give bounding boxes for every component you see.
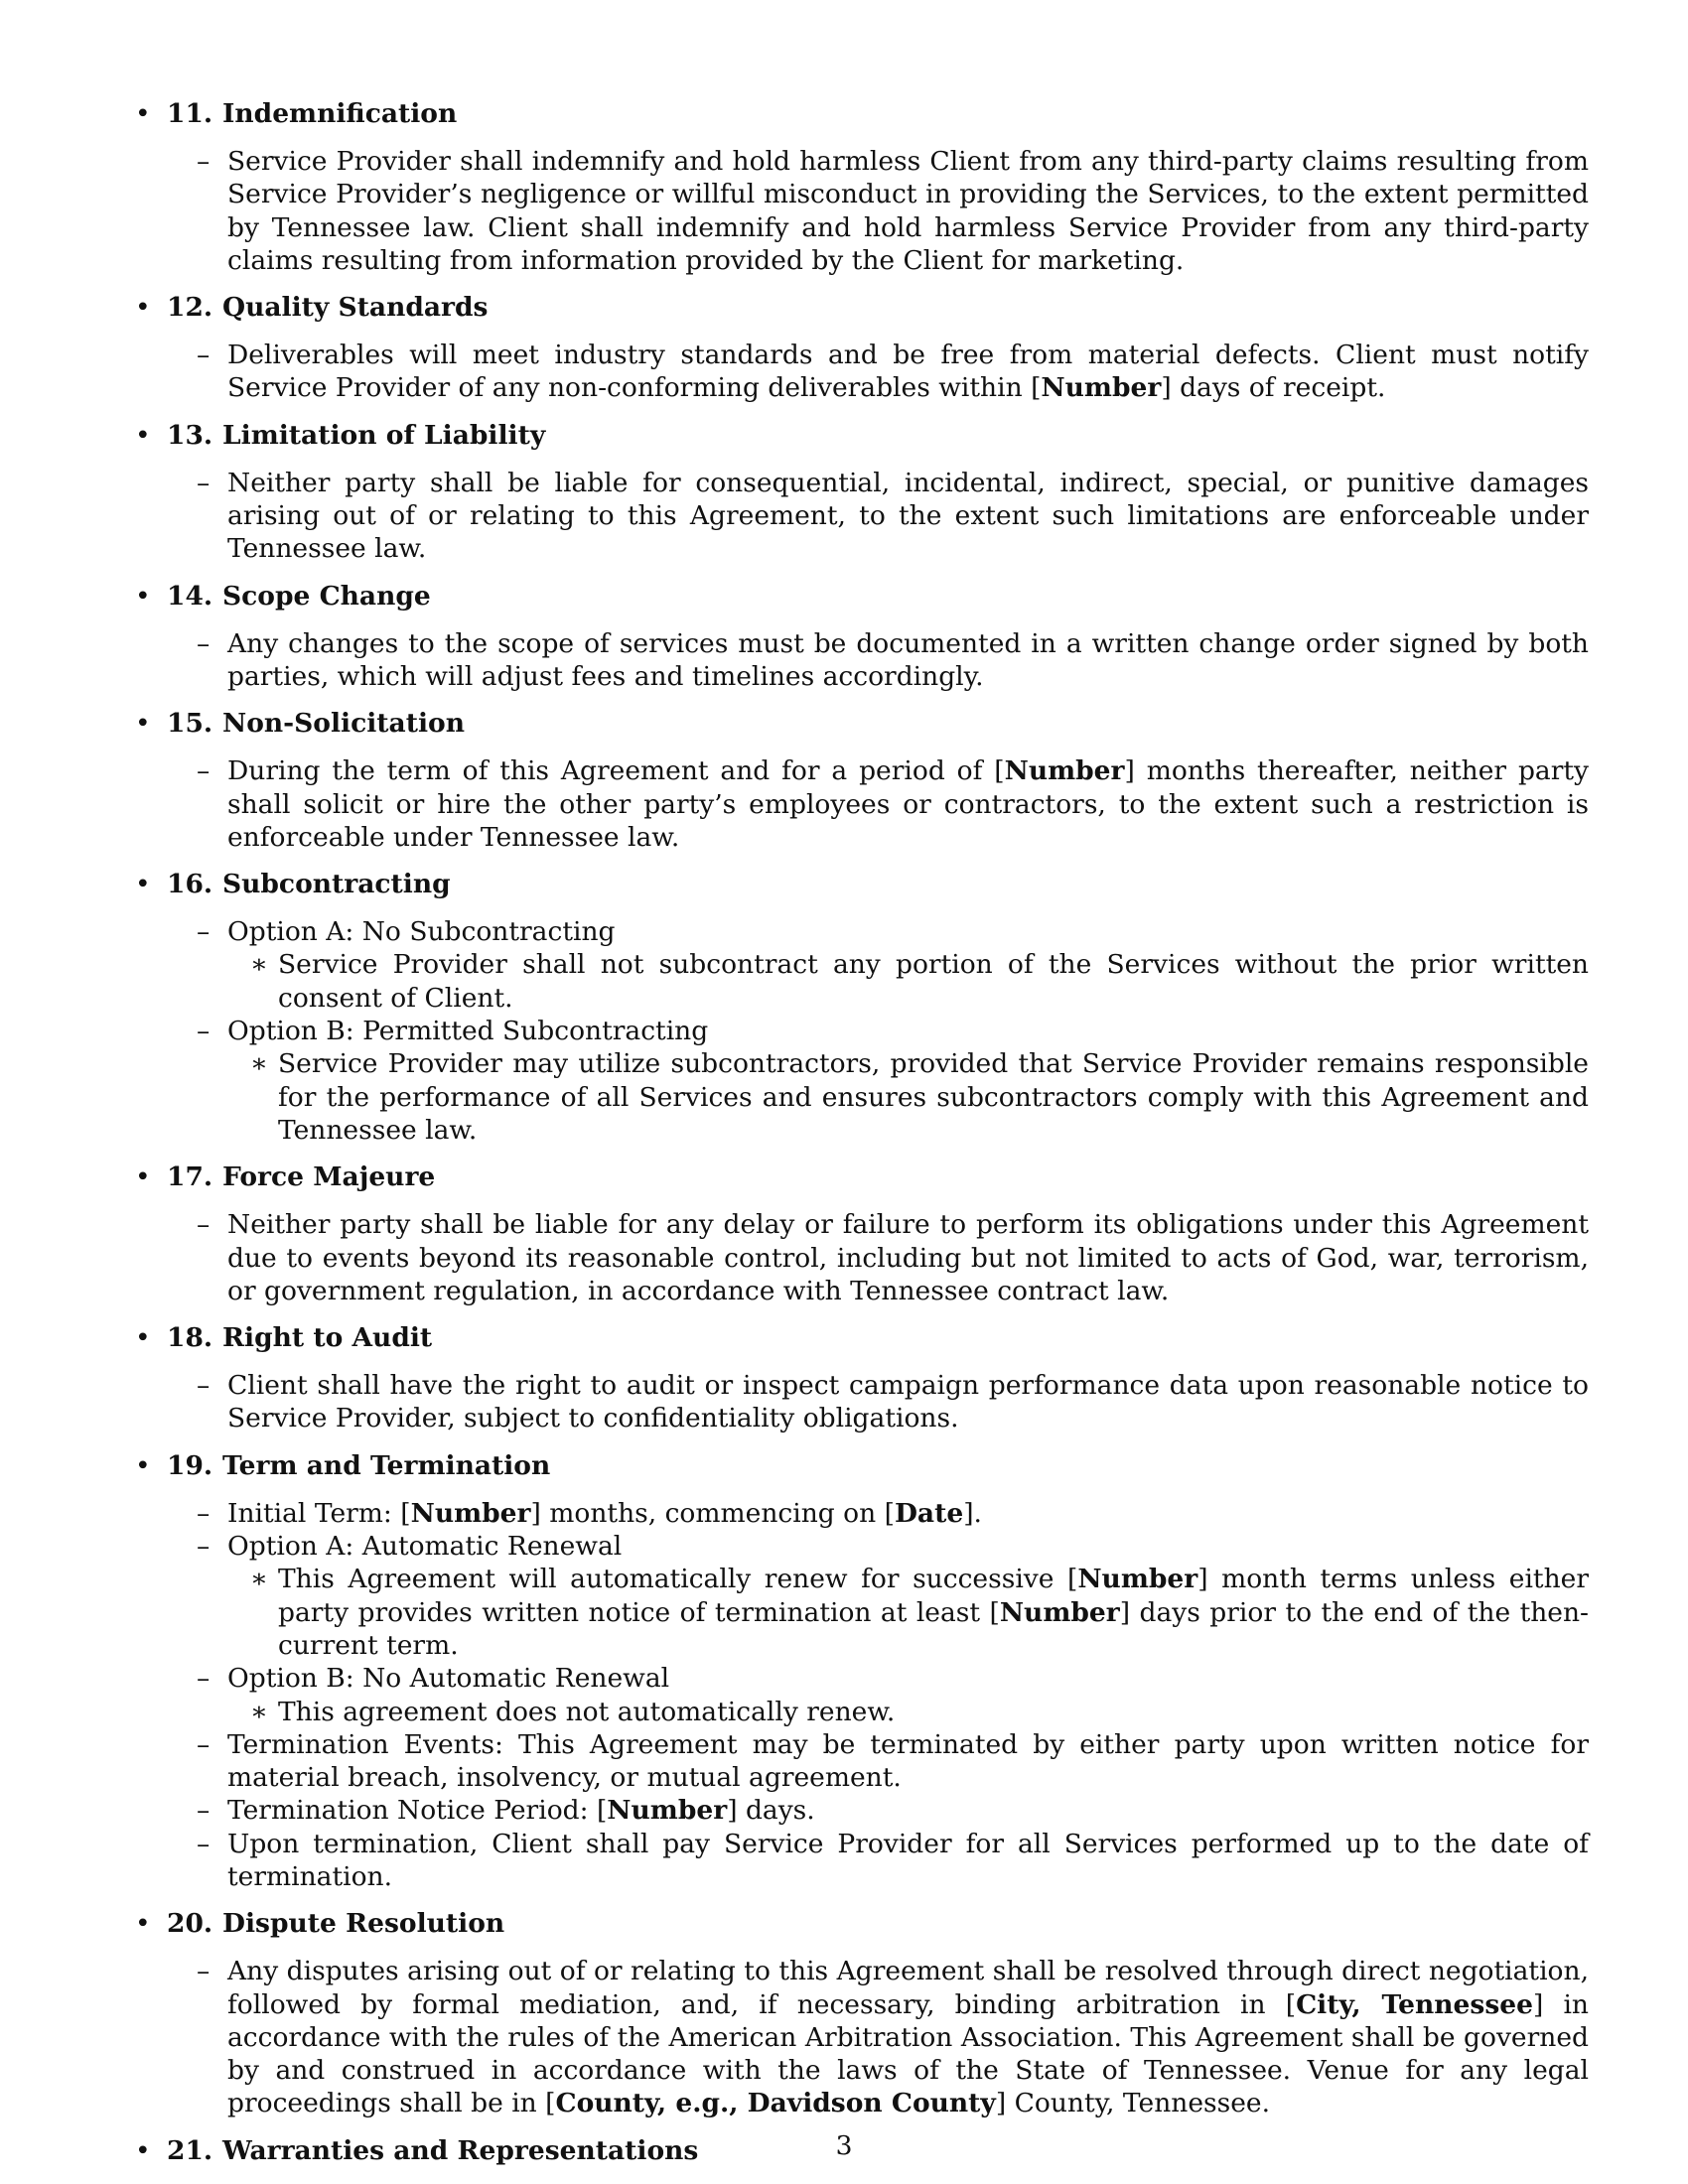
section-dispute-resolution [133,1907,1589,2119]
placeholder-field: Number [410,1497,531,1529]
dash-icon: – [197,146,211,177]
clause-text: Neither party shall be liable for any delay or failure to perform its obligations under this Agreement due to events beyond its reasonable control, including but not limited to acts of God, war, terrorism, or government regulation, in accordance with Tennessee contract law. [227,1209,1589,1306]
section-number: 15. [167,708,213,740]
section-limitation-of-liability [133,419,1589,566]
section-title: Quality Standards [222,292,489,324]
placeholder-field: Date [894,1497,964,1529]
sub-clause-item [133,948,1589,1015]
sub-clause-text: Service Provider may utilize subcontractors, provided that Service Provider remains responsible for the performance of all Services and ensures subcontractors comply with this Agreement and Tennessee law. [278,1048,1589,1146]
sub-clause-item [133,1696,1589,1728]
placeholder-field: Number [1041,372,1162,404]
section-number: 11. [167,98,213,129]
bullet-icon: • [135,708,151,740]
section-heading [133,1907,1589,1940]
clause-text: Deliverables will meet industry standards and be free from material defects. Client must notify Service Provider of any non-conforming deliverables within [ [227,340,1589,404]
placeholder-field: Number [607,1795,728,1827]
dash-icon: – [197,916,211,948]
clause-text: Termination Events: This Agreement may be terminated by either party upon written notice for material breach, insolvency, or mutual agreement. [227,1728,1589,1794]
placeholder-field: Number [1077,1564,1198,1595]
placeholder-field: City, Tennessee [1296,1988,1533,2020]
section-number: 21. [167,2134,213,2166]
clause-text: ] County, Tennessee. [995,2088,1271,2119]
section-heading [133,1321,1589,1354]
section-title: Warranties and Representations [222,2134,699,2166]
dash-icon: – [197,467,211,498]
clause-item [133,145,1589,277]
sub-clause-item [133,1047,1589,1147]
section-force-majeure [133,1160,1589,1307]
clause-item [133,1208,1589,1307]
page-number: 3 [835,2130,853,2161]
clause-item [133,1828,1589,1894]
dash-icon: – [197,1956,211,1987]
bullet-icon: • [135,292,151,324]
section-quality-standards [133,291,1589,405]
clause-text: Initial Term: [ [227,1497,411,1529]
section-title: Term and Termination [222,1449,551,1481]
bullet-icon: • [135,419,151,451]
clause-text: Option B: No Automatic Renewal [227,1663,670,1695]
clause-item [133,1015,1589,1047]
section-term-and-termination [133,1449,1589,1894]
section-number: 18. [167,1322,213,1354]
dash-icon: – [197,1016,211,1047]
clause-item [133,1497,1589,1530]
dash-icon: – [197,1663,211,1695]
asterisk-icon: ∗ [250,949,269,981]
dash-icon: – [197,1828,211,1859]
bullet-icon: • [135,98,151,129]
clause-item [133,1369,1589,1435]
placeholder-field: Number [999,1596,1120,1628]
clause-text: Neither party shall be liable for consequential, incidental, indirect, special, or punitive damages arising out of or relating to this Agreement, to the extent such limitations are enforceable under Tennessee law. [227,467,1589,565]
section-heading [133,1449,1589,1482]
dash-icon: – [197,755,211,787]
sub-clause-text: Service Provider shall not subcontract any portion of the Services without the prior written consent of Client. [278,949,1589,1014]
section-scope-change [133,580,1589,694]
dash-icon: – [197,1370,211,1402]
section-subcontracting [133,868,1589,1147]
clause-text: ] months thereafter, neither party shall solicit or hire the other party’s employees or contractors, to the extent such a restriction is enforceable under Tennessee law. [227,755,1589,853]
section-number: 12. [167,292,213,324]
clause-item [133,1728,1589,1795]
clause-text: ] days. [727,1795,815,1827]
clause-text: Client shall have the right to audit or inspect campaign performance data upon reasonable notice to Service Provider, subject to confidentiality obligations. [227,1370,1589,1434]
clause-text: Option B: Permitted Subcontracting [227,1016,709,1047]
section-heading [133,707,1589,740]
section-right-to-audit [133,1321,1589,1435]
section-heading [133,419,1589,452]
dash-icon: – [197,1728,211,1760]
clause-item [133,1794,1589,1827]
sub-clause-text: This Agreement will automatically renew for successive [ [278,1564,1078,1595]
dash-icon: – [197,340,211,371]
asterisk-icon: ∗ [250,1564,269,1595]
dash-icon: – [197,1795,211,1827]
section-number: 14. [167,580,213,612]
clause-text: Option A: Automatic Renewal [227,1531,623,1563]
clause-item [133,467,1589,566]
section-number: 20. [167,1908,213,1940]
bullet-icon: • [135,1322,151,1354]
placeholder-field: Number [1004,755,1125,787]
section-title: Dispute Resolution [222,1908,505,1940]
sub-clause-text: This agreement does not automatically renew. [278,1696,896,1727]
sub-clause-text: ] days prior to the end of the then-current term. [278,1596,1589,1661]
dash-icon: – [197,1531,211,1563]
section-heading [133,291,1589,324]
asterisk-icon: ∗ [250,1048,269,1080]
clause-text: ] months, commencing on [ [530,1497,895,1529]
clause-item [133,915,1589,948]
clause-text: Any changes to the scope of services must be documented in a written change order signed by both parties, which will adjust fees and timelines accordingly. [227,627,1589,692]
placeholder-field: County, e.g., Davidson County [555,2088,996,2119]
clause-item [133,339,1589,405]
section-heading [133,580,1589,613]
section-heading [133,97,1589,130]
clause-text: ] in accordance with the rules of the American Arbitration Association. This Agreement shall be governed by and construed in accordance with the laws of the State of Tennessee. Venue for any legal proceedings shall be in [ [227,1988,1589,2119]
section-non-solicitation [133,707,1589,854]
clause-text: During the term of this Agreement and for a period of [ [227,755,1005,787]
document-body [133,97,1589,2182]
section-title: Subcontracting [222,869,451,900]
section-number: 17. [167,1161,213,1193]
clause-item [133,754,1589,854]
asterisk-icon: ∗ [250,1696,269,1727]
sub-clause-item [133,1563,1589,1662]
dash-icon: – [197,627,211,659]
bullet-icon: • [135,1908,151,1940]
section-title: Scope Change [222,580,431,612]
section-title: Right to Audit [222,1322,433,1354]
section-heading [133,868,1589,900]
clause-item [133,1662,1589,1695]
sub-clause-text: ] month terms unless either party provides written notice of termination at least [ [278,1564,1589,1628]
section-number: 19. [167,1449,213,1481]
dash-icon: – [197,1497,211,1529]
section-title: Non-Solicitation [222,708,465,740]
clause-text: ] days of receipt. [1161,372,1386,404]
clause-text: ]. [963,1497,982,1529]
bullet-icon: • [135,580,151,612]
clause-item [133,1530,1589,1563]
section-title: Limitation of Liability [222,419,546,451]
bullet-icon: • [135,2134,151,2166]
bullet-icon: • [135,1449,151,1481]
section-title: Force Majeure [222,1161,436,1193]
bullet-icon: • [135,869,151,900]
clause-text: Any disputes arising out of or relating to this Agreement shall be resolved through direct negotiation, followed by formal mediation, and, if necessary, binding arbitration in [ [227,1956,1589,2020]
clause-text: Option A: No Subcontracting [227,916,616,948]
clause-text: Termination Notice Period: [ [227,1795,608,1827]
section-heading [133,1160,1589,1193]
dash-icon: – [197,1209,211,1241]
clause-text: Upon termination, Client shall pay Service Provider for all Services performed up to the date of termination. [227,1828,1589,1892]
clause-text: Service Provider shall indemnify and hold harmless Client from any third-party claims resulting from Service Provider’s negligence or willful misconduct in providing the Services, to the extent permitted by Tennessee law. Client shall indemnify and hold harmless Service Provider from any third-party claims resulting from information provided by the Client for marketing. [227,146,1589,276]
bullet-icon: • [135,1161,151,1193]
clause-item [133,627,1589,694]
clause-item [133,1955,1589,2119]
section-indemnification [133,97,1589,277]
section-number: 13. [167,419,213,451]
section-number: 16. [167,869,213,900]
section-title: Indemnification [222,98,458,129]
